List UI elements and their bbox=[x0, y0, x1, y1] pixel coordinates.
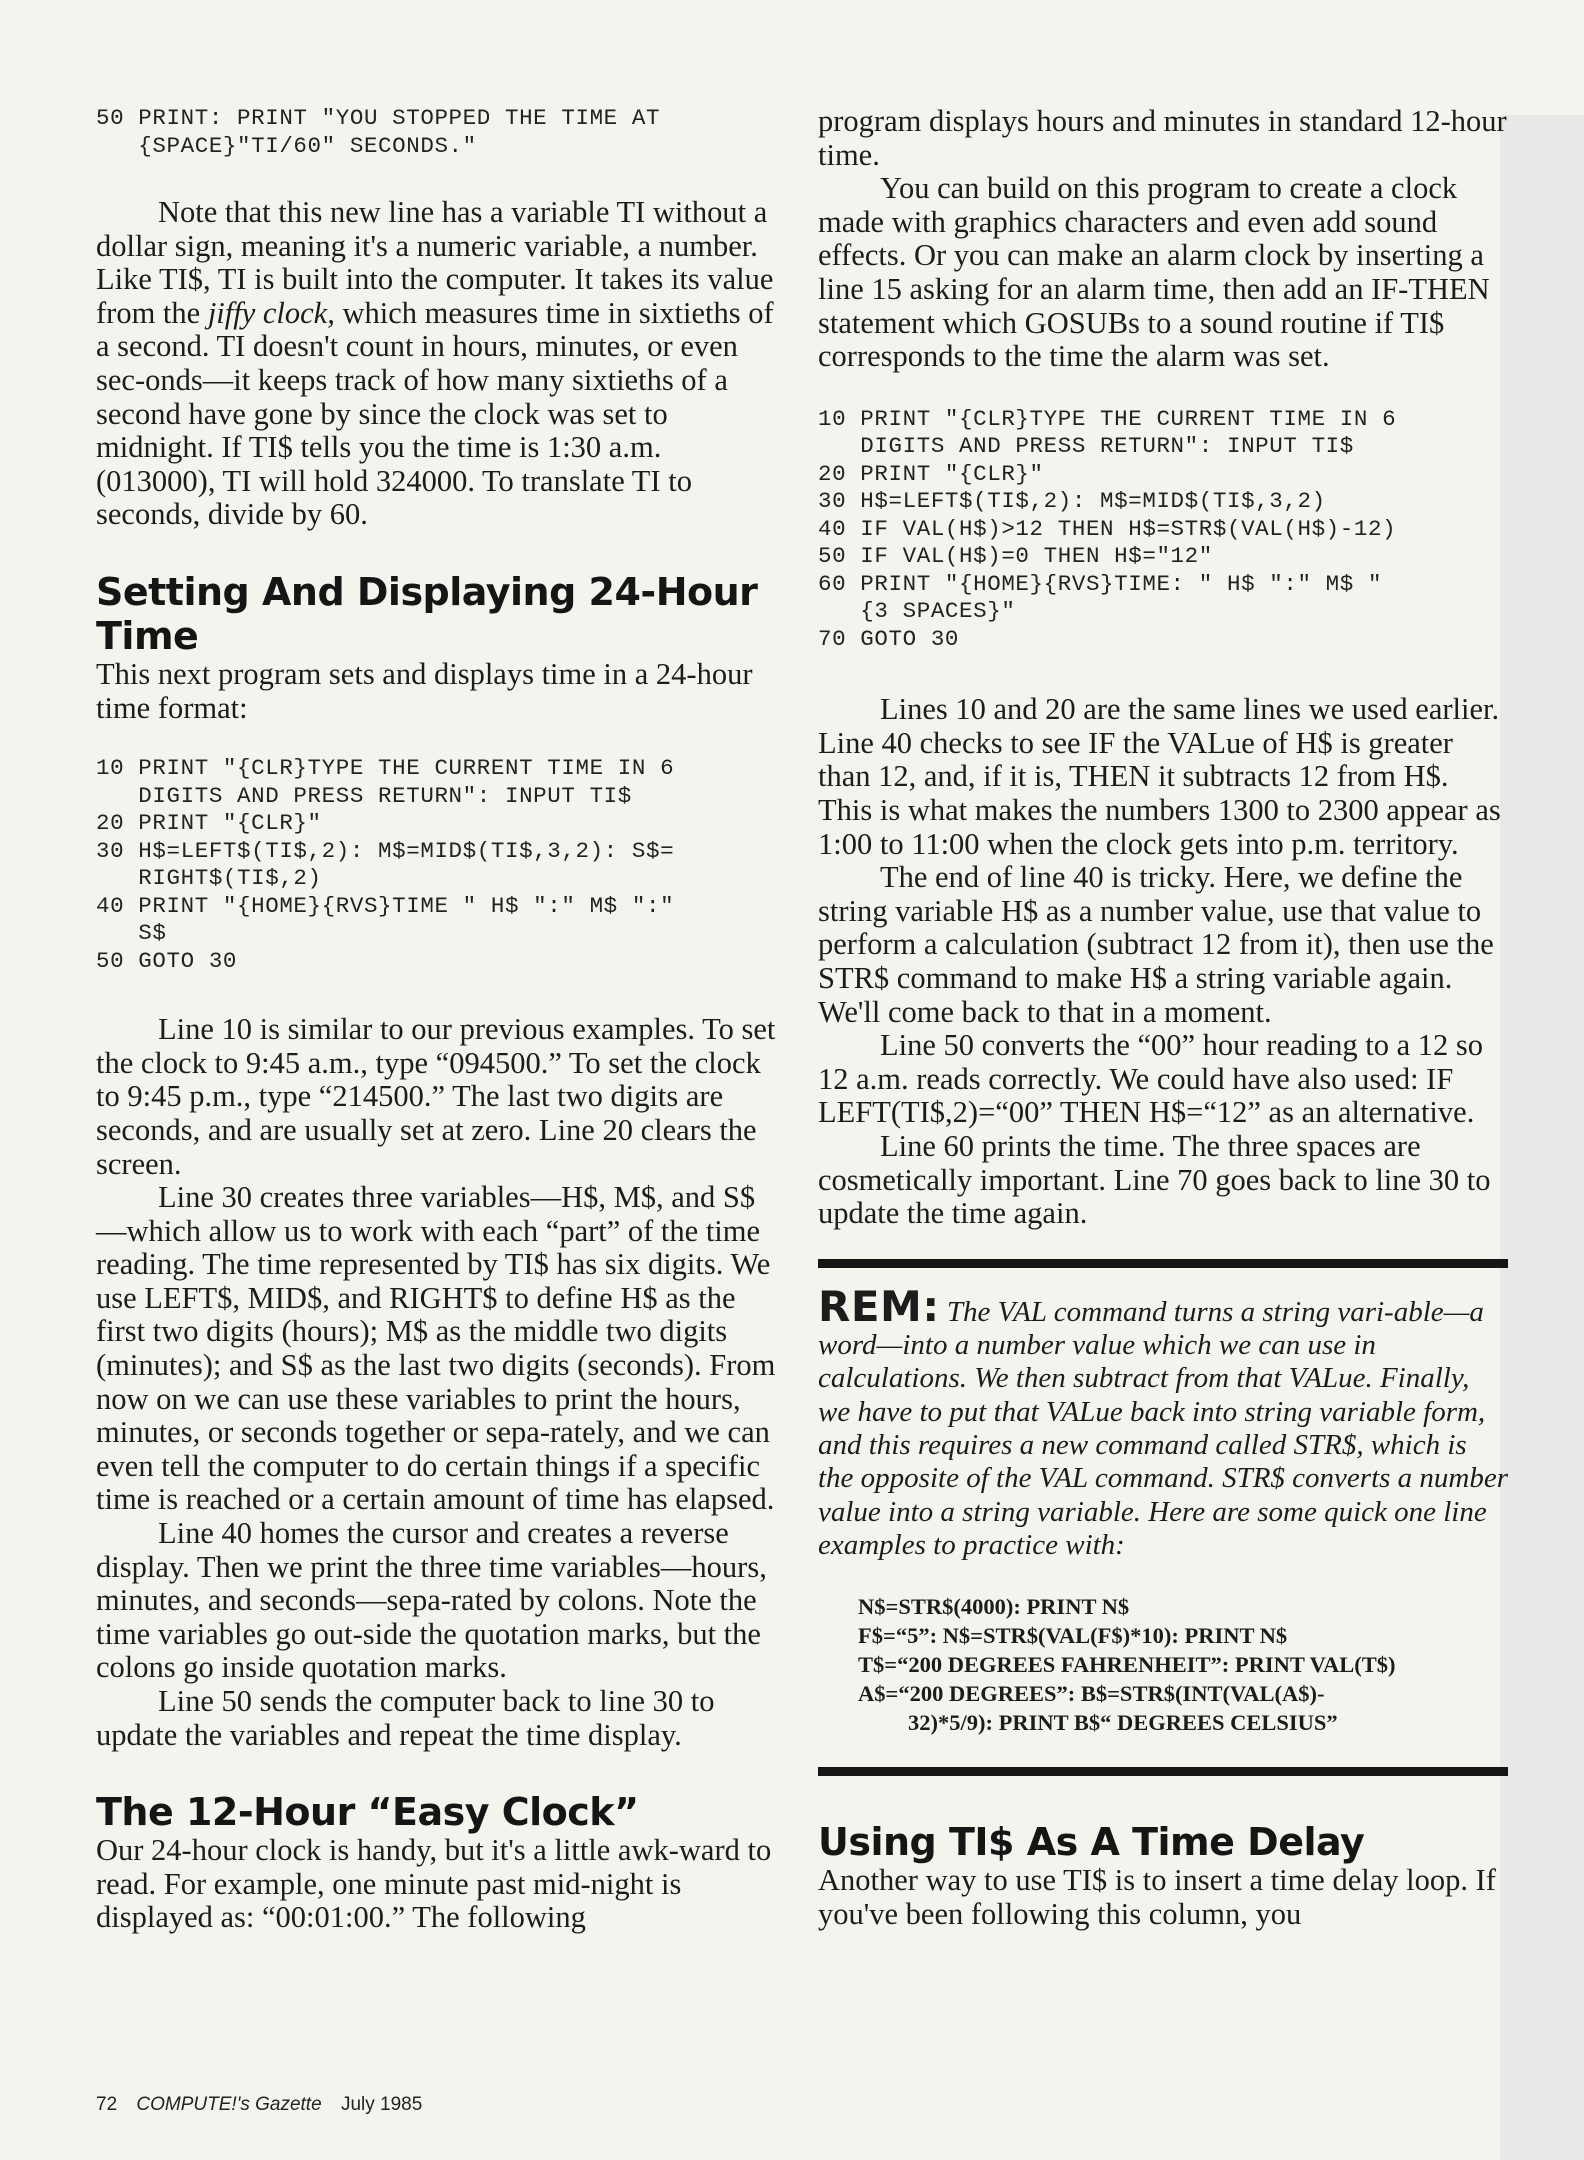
example-line: N$=STR$(4000): PRINT N$ bbox=[858, 1594, 1130, 1620]
paragraph-12-hour-intro: Our 24-hour clock is handy, but it's a little awk-ward to read. For example, one minute past mid-night is displayed as: “00:01:00.” The following bbox=[96, 1833, 772, 1935]
paragraph-line-50-right: Line 50 converts the “00” hour reading to a 12 so 12 a.m. reads correctly. We could have also used: IF LEFT(TI$,2)=“00” THEN H$=“12” as an alternative. bbox=[818, 1028, 1484, 1130]
issue-date: July 1985 bbox=[340, 2094, 423, 2115]
left-column bbox=[96, 105, 778, 1935]
rem-label: REM: bbox=[818, 1281, 940, 1331]
example-line: T$=“200 DEGREES FAHRENHEIT”: PRINT VAL(T$) bbox=[858, 1652, 1396, 1678]
paragraph-line-50: Line 50 sends the computer back to line 30 to update the variables and repeat the time display. bbox=[96, 1684, 715, 1752]
rem-paragraph: REM: The VAL command turns a string vari-able—a word—into a number value which we can use in calculations. We then subtract from that VALue. Finally, we have to put that VALue back into string variable form, and this requires a new command called STR$, which is the opposite of the VAL command. STR$ converts a number value into a string variable. Here are some quick one line examples to practice with: bbox=[818, 1281, 1509, 1561]
paragraph-ti-variable: Note that this new line has a variable TI without a dollar sign, meaning it's a numeric variable, a number. Like TI$, TI is built into the computer. It takes its value from the jiffy clock, which measures time in sixtieths of a second. TI doesn't count in hours, minutes, or even sec-onds—it keeps track of how many sixtieths of a second have gone by since the clock was set to midnight. If TI$ tells you the time is 1:30 a.m. (013000), TI will hold 324000. To translate TI to seconds, divide by 60. bbox=[96, 195, 774, 532]
heading-time-delay: Using TI$ As A Time Delay bbox=[818, 1820, 1365, 1865]
page-number: 72 bbox=[96, 2094, 118, 2115]
page-footer bbox=[96, 2094, 436, 2116]
paragraph-24-hour-intro: This next program sets and displays time in a 24-hour time format: bbox=[96, 656, 753, 725]
paragraph-build-on: You can build on this program to create a clock made with graphics characters and even add sound effects. Or you can make an alarm clock by inserting a line 15 asking for an alarm time, then add an IF-THEN statement which GOSUBs to a sound routine if TI$ corresponds to the time the alarm was set. bbox=[818, 171, 1490, 374]
heading-24-hour: Setting And Displaying 24-Hour Time bbox=[96, 569, 758, 658]
paragraph-12-hour-cont: program displays hours and minutes in standard 12-hour time. bbox=[818, 104, 1507, 172]
paragraph-line-60: Line 60 prints the time. The three spaces are cosmetically important. Line 70 goes back to line 30 to update the time again. bbox=[818, 1128, 1491, 1231]
code-listing-line-50: 50 PRINT: PRINT "YOU STOPPED THE TIME AT {SPACE}"TI/60" SECONDS." bbox=[96, 105, 661, 159]
jiffy-clock-term: jiffy clock, bbox=[207, 295, 335, 330]
code-listing-12-hour: 10 PRINT "{CLR}TYPE THE CURRENT TIME IN 6 DIGITS AND PRESS RETURN": INPUT TI$ 20 PRINT "{CLR}" 30 H$=LEFT$(TI$,2): M$=MID$(TI$,3,2) 40 IF VAL(H$)>12 THEN H$=STR$(VAL(H$)-12) 50 IF VAL(H$)=0 THEN H$="12" 60 PRINT "{HOME}{RVS}TIME: " H$ ":" M$ " {3 SPACES}" 70 GOTO 30 bbox=[818, 405, 1397, 652]
paragraph-line-40: Line 40 homes the cursor and creates a reverse display. Then we print the three time variables—hours, minutes, and seconds—sepa-rated by colons. Note the time variables go out-side the quotation marks, but the colons go inside quotation marks. bbox=[96, 1516, 767, 1685]
rem-top-rule bbox=[818, 1259, 1508, 1268]
adjacent-page-edge bbox=[1500, 115, 1584, 2160]
example-line: A$=“200 DEGREES”: B$=STR$(INT(VAL(A$)- bbox=[858, 1681, 1325, 1707]
right-column bbox=[818, 105, 1508, 1931]
rem-bottom-rule bbox=[818, 1767, 1508, 1776]
paragraph-line-10: Line 10 is similar to our previous examples. To set the clock to 9:45 a.m., type “094500.” To set the clock to 9:45 p.m., type “214500.” The last two digits are seconds, and are usually set at zero. Line 20 clears the screen. bbox=[96, 1012, 776, 1181]
paragraph-lines-10-20: Lines 10 and 20 are the same lines we used earlier. Line 40 checks to see IF the VALue of H$ is greater than 12, and, if it is, THEN it subtracts 12 from H$. This is what makes the numbers 1300 to 2300 appear as 1:00 to 11:00 when the clock gets into p.m. territory. bbox=[818, 692, 1501, 861]
code-listing-24-hour: 10 PRINT "{CLR}TYPE THE CURRENT TIME IN 6 DIGITS AND PRESS RETURN": INPUT TI$ 20 PRINT "{CLR}" 30 H$=LEFT$(TI$,2): M$=MID$(TI$,3,2): S$= RIGHT$(TI$,2) 40 PRINT "{HOME}{RVS}TIME " H$ ":" M$ ":" S$ 50 GOTO 30 bbox=[96, 755, 675, 974]
rem-box bbox=[818, 1281, 1509, 1737]
magazine-name: COMPUTE!'s Gazette bbox=[136, 2094, 322, 2115]
rem-examples bbox=[858, 1592, 1508, 1737]
example-line: 32)*5/9): PRINT B$“ DEGREES CELSIUS” bbox=[908, 1710, 1338, 1736]
heading-12-hour: The 12-Hour “Easy Clock” bbox=[96, 1790, 639, 1835]
example-line: F$=“5”: N$=STR$(VAL(F$)*10): PRINT N$ bbox=[858, 1623, 1288, 1649]
paragraph-time-delay: Another way to use TI$ is to insert a time delay loop. If you've been following this column, you bbox=[818, 1863, 1496, 1931]
paragraph-end-of-line-40: The end of line 40 is tricky. Here, we define the string variable H$ as a number value, use that value to perform a calculation (subtract 12 from it), then use the STR$ command to make H$ a string variable again. We'll come back to that in a moment. bbox=[818, 860, 1494, 1029]
paragraph-line-30: Line 30 creates three variables—H$, M$, and S$—which allow us to work with each “part” of the time reading. The time represented by TI$ has six digits. We use LEFT$, MID$, and RIGHT$ to define H$ as the first two digits (hours); M$ as the middle two digits (minutes); and S$ as the last two digits (seconds). From now on we can use these variables to print the hours, minutes, or seconds together or sepa-rately, and we can even tell the computer to do certain things if a specific time is reached or a certain amount of time has elapsed. bbox=[96, 1180, 776, 1517]
